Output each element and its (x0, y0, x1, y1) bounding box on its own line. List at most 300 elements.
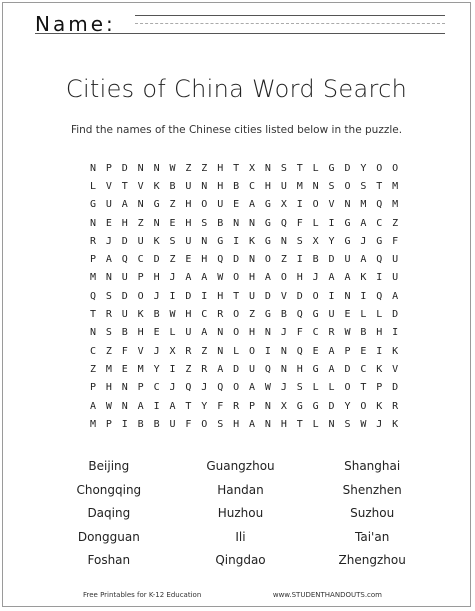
grid-cell[interactable]: J (280, 382, 287, 394)
grid-cell[interactable]: O (233, 309, 240, 321)
grid-cell[interactable]: I (376, 272, 383, 284)
grid-cell[interactable]: S (280, 162, 287, 174)
grid-cell[interactable]: U (185, 235, 192, 247)
grid-cell[interactable]: Q (280, 217, 287, 229)
grid-cell[interactable]: A (105, 254, 112, 266)
grid-cell[interactable]: K (153, 235, 160, 247)
grid-cell[interactable]: A (360, 217, 367, 229)
grid-cell[interactable]: D (153, 254, 160, 266)
grid-cell[interactable]: H (217, 162, 224, 174)
grid-cell[interactable]: X (280, 199, 287, 211)
grid-cell[interactable]: D (233, 363, 240, 375)
grid-cell[interactable]: O (249, 345, 256, 357)
grid-cell[interactable]: N (201, 180, 208, 192)
grid-cell[interactable]: J (153, 345, 160, 357)
grid-cell[interactable]: X (249, 162, 256, 174)
grid-cell[interactable]: A (249, 382, 256, 394)
grid-cell[interactable]: S (217, 418, 224, 430)
grid-cell[interactable]: D (344, 363, 351, 375)
grid-cell[interactable]: G (153, 199, 160, 211)
grid-cell[interactable]: N (280, 235, 287, 247)
grid-cell[interactable]: D (121, 235, 128, 247)
grid-cell[interactable]: S (105, 327, 112, 339)
grid-cell[interactable]: M (360, 199, 367, 211)
grid-cell[interactable]: W (105, 400, 112, 412)
grid-cell[interactable]: A (328, 345, 335, 357)
grid-cell[interactable]: O (201, 418, 208, 430)
grid-cell[interactable]: G (264, 309, 271, 321)
grid-cell[interactable]: Y (344, 400, 351, 412)
grid-cell[interactable]: G (264, 199, 271, 211)
grid-cell[interactable]: Q (376, 199, 383, 211)
grid-cell[interactable]: C (360, 363, 367, 375)
grid-cell[interactable]: J (153, 290, 160, 302)
grid-cell[interactable]: R (233, 400, 240, 412)
grid-cell[interactable]: U (185, 180, 192, 192)
grid-cell[interactable]: U (249, 290, 256, 302)
grid-cell[interactable]: U (217, 199, 224, 211)
grid-cell[interactable]: J (312, 272, 319, 284)
grid-cell[interactable]: Q (296, 309, 303, 321)
grid-cell[interactable]: N (153, 162, 160, 174)
grid-cell[interactable]: N (280, 345, 287, 357)
grid-cell[interactable]: D (392, 382, 399, 394)
grid-cell[interactable]: E (312, 345, 319, 357)
grid-cell[interactable]: V (137, 345, 144, 357)
grid-cell[interactable]: O (233, 382, 240, 394)
grid-cell[interactable]: G (312, 363, 319, 375)
grid-cell[interactable]: N (105, 272, 112, 284)
grid-cell[interactable]: C (137, 254, 144, 266)
grid-cell[interactable]: H (137, 327, 144, 339)
grid-cell[interactable]: I (328, 290, 335, 302)
grid-cell[interactable]: A (169, 400, 176, 412)
grid-cell[interactable]: T (376, 180, 383, 192)
grid-cell[interactable]: M (392, 199, 399, 211)
grid-cell[interactable]: O (233, 327, 240, 339)
grid-cell[interactable]: Q (296, 345, 303, 357)
grid-cell[interactable]: K (376, 400, 383, 412)
grid-cell[interactable]: F (217, 400, 224, 412)
grid-cell[interactable]: M (392, 180, 399, 192)
grid-cell[interactable]: W (217, 272, 224, 284)
grid-cell[interactable]: M (89, 272, 96, 284)
grid-cell[interactable]: I (264, 345, 271, 357)
grid-cell[interactable]: A (89, 400, 96, 412)
grid-cell[interactable]: N (89, 327, 96, 339)
grid-cell[interactable]: V (328, 199, 335, 211)
grid-cell[interactable]: A (201, 327, 208, 339)
grid-cell[interactable]: P (137, 272, 144, 284)
grid-cell[interactable]: T (296, 418, 303, 430)
grid-cell[interactable]: H (185, 199, 192, 211)
grid-cell[interactable]: O (233, 272, 240, 284)
grid-cell[interactable]: I (392, 327, 399, 339)
grid-cell[interactable]: H (249, 272, 256, 284)
grid-cell[interactable]: K (137, 309, 144, 321)
grid-cell[interactable]: T (233, 162, 240, 174)
grid-cell[interactable]: Z (169, 199, 176, 211)
grid-cell[interactable]: T (121, 180, 128, 192)
grid-cell[interactable]: T (360, 382, 367, 394)
grid-cell[interactable]: N (264, 162, 271, 174)
grid-cell[interactable]: F (392, 235, 399, 247)
grid-cell[interactable]: V (137, 180, 144, 192)
grid-cell[interactable]: R (105, 309, 112, 321)
grid-cell[interactable]: H (233, 418, 240, 430)
grid-cell[interactable]: F (185, 418, 192, 430)
grid-cell[interactable]: A (121, 199, 128, 211)
grid-cell[interactable]: T (296, 162, 303, 174)
grid-cell[interactable]: M (105, 363, 112, 375)
grid-cell[interactable]: B (153, 309, 160, 321)
grid-cell[interactable]: X (312, 235, 319, 247)
grid-cell[interactable]: I (296, 199, 303, 211)
grid-cell[interactable]: G (264, 217, 271, 229)
grid-cell[interactable]: A (328, 363, 335, 375)
grid-cell[interactable]: D (328, 254, 335, 266)
grid-cell[interactable]: T (233, 290, 240, 302)
grid-cell[interactable]: B (233, 180, 240, 192)
grid-cell[interactable]: N (264, 327, 271, 339)
grid-cell[interactable]: I (153, 400, 160, 412)
grid-cell[interactable]: N (264, 400, 271, 412)
name-field[interactable] (35, 11, 445, 37)
grid-cell[interactable]: H (105, 382, 112, 394)
grid-cell[interactable]: Z (185, 363, 192, 375)
grid-cell[interactable]: H (185, 217, 192, 229)
grid-cell[interactable]: H (153, 272, 160, 284)
grid-cell[interactable]: I (233, 235, 240, 247)
grid-cell[interactable]: P (105, 162, 112, 174)
grid-cell[interactable]: O (344, 382, 351, 394)
grid-cell[interactable]: U (392, 254, 399, 266)
grid-cell[interactable]: M (296, 180, 303, 192)
grid-cell[interactable]: A (185, 272, 192, 284)
grid-cell[interactable]: A (217, 363, 224, 375)
grid-cell[interactable]: F (296, 327, 303, 339)
grid-cell[interactable]: N (121, 400, 128, 412)
grid-cell[interactable]: A (137, 400, 144, 412)
grid-cell[interactable]: C (249, 180, 256, 192)
grid-cell[interactable]: K (392, 418, 399, 430)
grid-cell[interactable]: O (312, 290, 319, 302)
grid-cell[interactable]: S (344, 418, 351, 430)
grid-cell[interactable]: Z (169, 254, 176, 266)
grid-cell[interactable]: U (392, 272, 399, 284)
name-writing-lines[interactable] (135, 11, 445, 37)
grid-cell[interactable]: N (217, 345, 224, 357)
grid-cell[interactable]: C (89, 345, 96, 357)
grid-cell[interactable]: P (376, 382, 383, 394)
grid-cell[interactable]: I (360, 290, 367, 302)
grid-cell[interactable]: O (376, 162, 383, 174)
grid-cell[interactable]: N (328, 418, 335, 430)
grid-cell[interactable]: F (296, 217, 303, 229)
grid-cell[interactable]: Y (201, 400, 208, 412)
grid-cell[interactable]: E (121, 363, 128, 375)
grid-cell[interactable]: H (217, 180, 224, 192)
grid-cell[interactable]: G (296, 400, 303, 412)
grid-cell[interactable]: W (264, 382, 271, 394)
grid-cell[interactable]: D (392, 309, 399, 321)
grid-cell[interactable]: T (185, 400, 192, 412)
grid-cell[interactable]: J (169, 382, 176, 394)
grid-cell[interactable]: N (249, 217, 256, 229)
grid-cell[interactable]: J (201, 382, 208, 394)
grid-cell[interactable]: S (296, 382, 303, 394)
grid-cell[interactable]: O (280, 272, 287, 284)
grid-cell[interactable]: N (137, 199, 144, 211)
grid-cell[interactable]: W (344, 327, 351, 339)
grid-cell[interactable]: O (344, 180, 351, 192)
grid-cell[interactable]: Q (217, 254, 224, 266)
grid-cell[interactable]: P (344, 345, 351, 357)
grid-cell[interactable]: I (328, 217, 335, 229)
grid-cell[interactable]: B (137, 418, 144, 430)
grid-cell[interactable]: T (89, 309, 96, 321)
grid-cell[interactable]: E (105, 217, 112, 229)
grid-cell[interactable]: Z (280, 254, 287, 266)
grid-cell[interactable]: P (249, 400, 256, 412)
grid-cell[interactable]: A (360, 254, 367, 266)
grid-cell[interactable]: R (328, 327, 335, 339)
grid-cell[interactable]: L (328, 382, 335, 394)
grid-cell[interactable]: U (185, 327, 192, 339)
grid-cell[interactable]: Q (264, 363, 271, 375)
grid-cell[interactable]: G (264, 235, 271, 247)
grid-cell[interactable]: F (121, 345, 128, 357)
grid-cell[interactable]: H (249, 327, 256, 339)
grid-cell[interactable]: U (169, 418, 176, 430)
grid-cell[interactable]: I (169, 290, 176, 302)
grid-cell[interactable]: P (105, 418, 112, 430)
grid-cell[interactable]: P (89, 382, 96, 394)
grid-cell[interactable]: B (217, 217, 224, 229)
grid-cell[interactable]: H (185, 309, 192, 321)
grid-cell[interactable]: X (280, 400, 287, 412)
grid-cell[interactable]: V (105, 180, 112, 192)
grid-cell[interactable]: L (169, 327, 176, 339)
grid-cell[interactable]: R (185, 345, 192, 357)
grid-cell[interactable]: U (105, 199, 112, 211)
grid-cell[interactable]: N (344, 290, 351, 302)
grid-cell[interactable]: N (137, 162, 144, 174)
grid-cell[interactable]: S (360, 180, 367, 192)
grid-cell[interactable]: O (360, 400, 367, 412)
grid-cell[interactable]: P (89, 254, 96, 266)
grid-cell[interactable]: E (344, 309, 351, 321)
grid-cell[interactable]: Q (376, 254, 383, 266)
grid-cell[interactable]: B (121, 327, 128, 339)
grid-cell[interactable]: D (233, 254, 240, 266)
grid-cell[interactable]: W (169, 162, 176, 174)
grid-cell[interactable]: O (137, 290, 144, 302)
grid-cell[interactable]: L (312, 162, 319, 174)
grid-cell[interactable]: D (344, 162, 351, 174)
grid-cell[interactable]: I (201, 290, 208, 302)
grid-cell[interactable]: N (89, 217, 96, 229)
grid-cell[interactable]: E (360, 345, 367, 357)
grid-cell[interactable]: N (344, 199, 351, 211)
grid-cell[interactable]: O (392, 162, 399, 174)
grid-cell[interactable]: C (153, 382, 160, 394)
grid-cell[interactable]: L (312, 418, 319, 430)
grid-cell[interactable]: D (328, 400, 335, 412)
grid-cell[interactable]: B (280, 309, 287, 321)
grid-cell[interactable]: I (169, 363, 176, 375)
grid-cell[interactable]: S (169, 235, 176, 247)
grid-cell[interactable]: O (264, 254, 271, 266)
grid-cell[interactable]: E (153, 327, 160, 339)
grid-cell[interactable]: C (312, 327, 319, 339)
grid-cell[interactable]: G (217, 235, 224, 247)
grid-cell[interactable]: U (121, 309, 128, 321)
grid-cell[interactable]: A (201, 272, 208, 284)
grid-cell[interactable]: G (312, 400, 319, 412)
grid-cell[interactable]: I (376, 345, 383, 357)
grid-cell[interactable]: I (296, 254, 303, 266)
grid-cell[interactable]: Q (121, 254, 128, 266)
grid-cell[interactable]: A (249, 418, 256, 430)
grid-cell[interactable]: G (89, 199, 96, 211)
grid-cell[interactable]: B (360, 327, 367, 339)
grid-cell[interactable]: R (201, 363, 208, 375)
grid-cell[interactable]: L (376, 309, 383, 321)
grid-cell[interactable]: G (344, 217, 351, 229)
grid-cell[interactable]: X (169, 345, 176, 357)
grid-cell[interactable]: L (312, 217, 319, 229)
grid-cell[interactable]: H (121, 217, 128, 229)
grid-cell[interactable]: N (264, 418, 271, 430)
grid-cell[interactable]: U (328, 309, 335, 321)
grid-cell[interactable]: D (264, 290, 271, 302)
grid-cell[interactable]: E (233, 199, 240, 211)
grid-cell[interactable]: S (201, 217, 208, 229)
grid-cell[interactable]: R (217, 309, 224, 321)
grid-cell[interactable]: Z (89, 363, 96, 375)
grid-cell[interactable]: N (89, 162, 96, 174)
grid-cell[interactable]: V (392, 363, 399, 375)
grid-cell[interactable]: H (376, 327, 383, 339)
grid-cell[interactable]: N (233, 217, 240, 229)
grid-cell[interactable]: Y (328, 235, 335, 247)
grid-cell[interactable]: P (137, 382, 144, 394)
grid-cell[interactable]: I (121, 418, 128, 430)
grid-cell[interactable]: O (201, 199, 208, 211)
grid-cell[interactable]: H (296, 272, 303, 284)
grid-cell[interactable]: G (312, 309, 319, 321)
grid-cell[interactable]: K (392, 345, 399, 357)
grid-cell[interactable]: D (121, 290, 128, 302)
grid-cell[interactable]: B (312, 254, 319, 266)
grid-cell[interactable]: Y (153, 363, 160, 375)
grid-cell[interactable]: N (249, 254, 256, 266)
grid-cell[interactable]: H (217, 290, 224, 302)
grid-cell[interactable]: Q (217, 382, 224, 394)
grid-cell[interactable]: A (328, 272, 335, 284)
grid-cell[interactable]: Z (137, 217, 144, 229)
grid-cell[interactable]: Z (105, 345, 112, 357)
grid-cell[interactable]: N (121, 382, 128, 394)
grid-cell[interactable]: D (185, 290, 192, 302)
grid-cell[interactable]: Q (185, 382, 192, 394)
grid-cell[interactable]: Q (89, 290, 96, 302)
grid-cell[interactable]: R (89, 235, 96, 247)
grid-cell[interactable]: U (280, 180, 287, 192)
grid-cell[interactable]: G (328, 162, 335, 174)
grid-cell[interactable]: S (105, 290, 112, 302)
grid-cell[interactable]: Z (249, 309, 256, 321)
grid-cell[interactable]: N (280, 363, 287, 375)
grid-cell[interactable]: J (169, 272, 176, 284)
grid-cell[interactable]: B (153, 418, 160, 430)
grid-cell[interactable]: A (264, 272, 271, 284)
grid-cell[interactable]: O (312, 199, 319, 211)
grid-cell[interactable]: Z (185, 162, 192, 174)
grid-cell[interactable]: N (153, 217, 160, 229)
grid-cell[interactable]: Z (392, 217, 399, 229)
grid-cell[interactable]: H (280, 418, 287, 430)
grid-cell[interactable]: C (376, 217, 383, 229)
grid-cell[interactable]: Y (360, 162, 367, 174)
grid-cell[interactable]: H (296, 363, 303, 375)
grid-cell[interactable]: K (249, 235, 256, 247)
grid-cell[interactable]: L (360, 309, 367, 321)
grid-cell[interactable]: A (344, 272, 351, 284)
grid-cell[interactable]: J (280, 327, 287, 339)
grid-cell[interactable]: U (137, 235, 144, 247)
grid-cell[interactable]: N (201, 235, 208, 247)
grid-cell[interactable]: G (376, 235, 383, 247)
grid-cell[interactable]: H (264, 180, 271, 192)
grid-cell[interactable]: N (217, 327, 224, 339)
grid-cell[interactable]: M (137, 363, 144, 375)
grid-cell[interactable]: J (105, 235, 112, 247)
grid-cell[interactable]: J (360, 235, 367, 247)
grid-cell[interactable]: J (376, 418, 383, 430)
grid-cell[interactable]: U (344, 254, 351, 266)
grid-cell[interactable]: D (296, 290, 303, 302)
grid-cell[interactable]: C (201, 309, 208, 321)
grid-cell[interactable]: U (121, 272, 128, 284)
grid-cell[interactable]: M (89, 418, 96, 430)
grid-cell[interactable]: K (376, 363, 383, 375)
grid-cell[interactable]: N (312, 180, 319, 192)
grid-cell[interactable]: S (296, 235, 303, 247)
grid-cell[interactable]: H (201, 254, 208, 266)
grid-cell[interactable]: S (328, 180, 335, 192)
grid-cell[interactable]: L (89, 180, 96, 192)
grid-cell[interactable]: Z (201, 162, 208, 174)
grid-cell[interactable]: D (121, 162, 128, 174)
grid-cell[interactable]: V (280, 290, 287, 302)
grid-cell[interactable]: K (360, 272, 367, 284)
grid-cell[interactable]: G (344, 235, 351, 247)
grid-cell[interactable]: B (169, 180, 176, 192)
grid-cell[interactable]: L (233, 345, 240, 357)
grid-cell[interactable]: E (169, 217, 176, 229)
grid-cell[interactable]: Q (376, 290, 383, 302)
grid-cell[interactable]: W (360, 418, 367, 430)
grid-cell[interactable]: U (249, 363, 256, 375)
grid-cell[interactable]: L (312, 382, 319, 394)
grid-cell[interactable]: Z (201, 345, 208, 357)
grid-cell[interactable]: R (392, 400, 399, 412)
grid-cell[interactable]: A (249, 199, 256, 211)
grid-cell[interactable]: K (153, 180, 160, 192)
grid-cell[interactable]: W (169, 309, 176, 321)
